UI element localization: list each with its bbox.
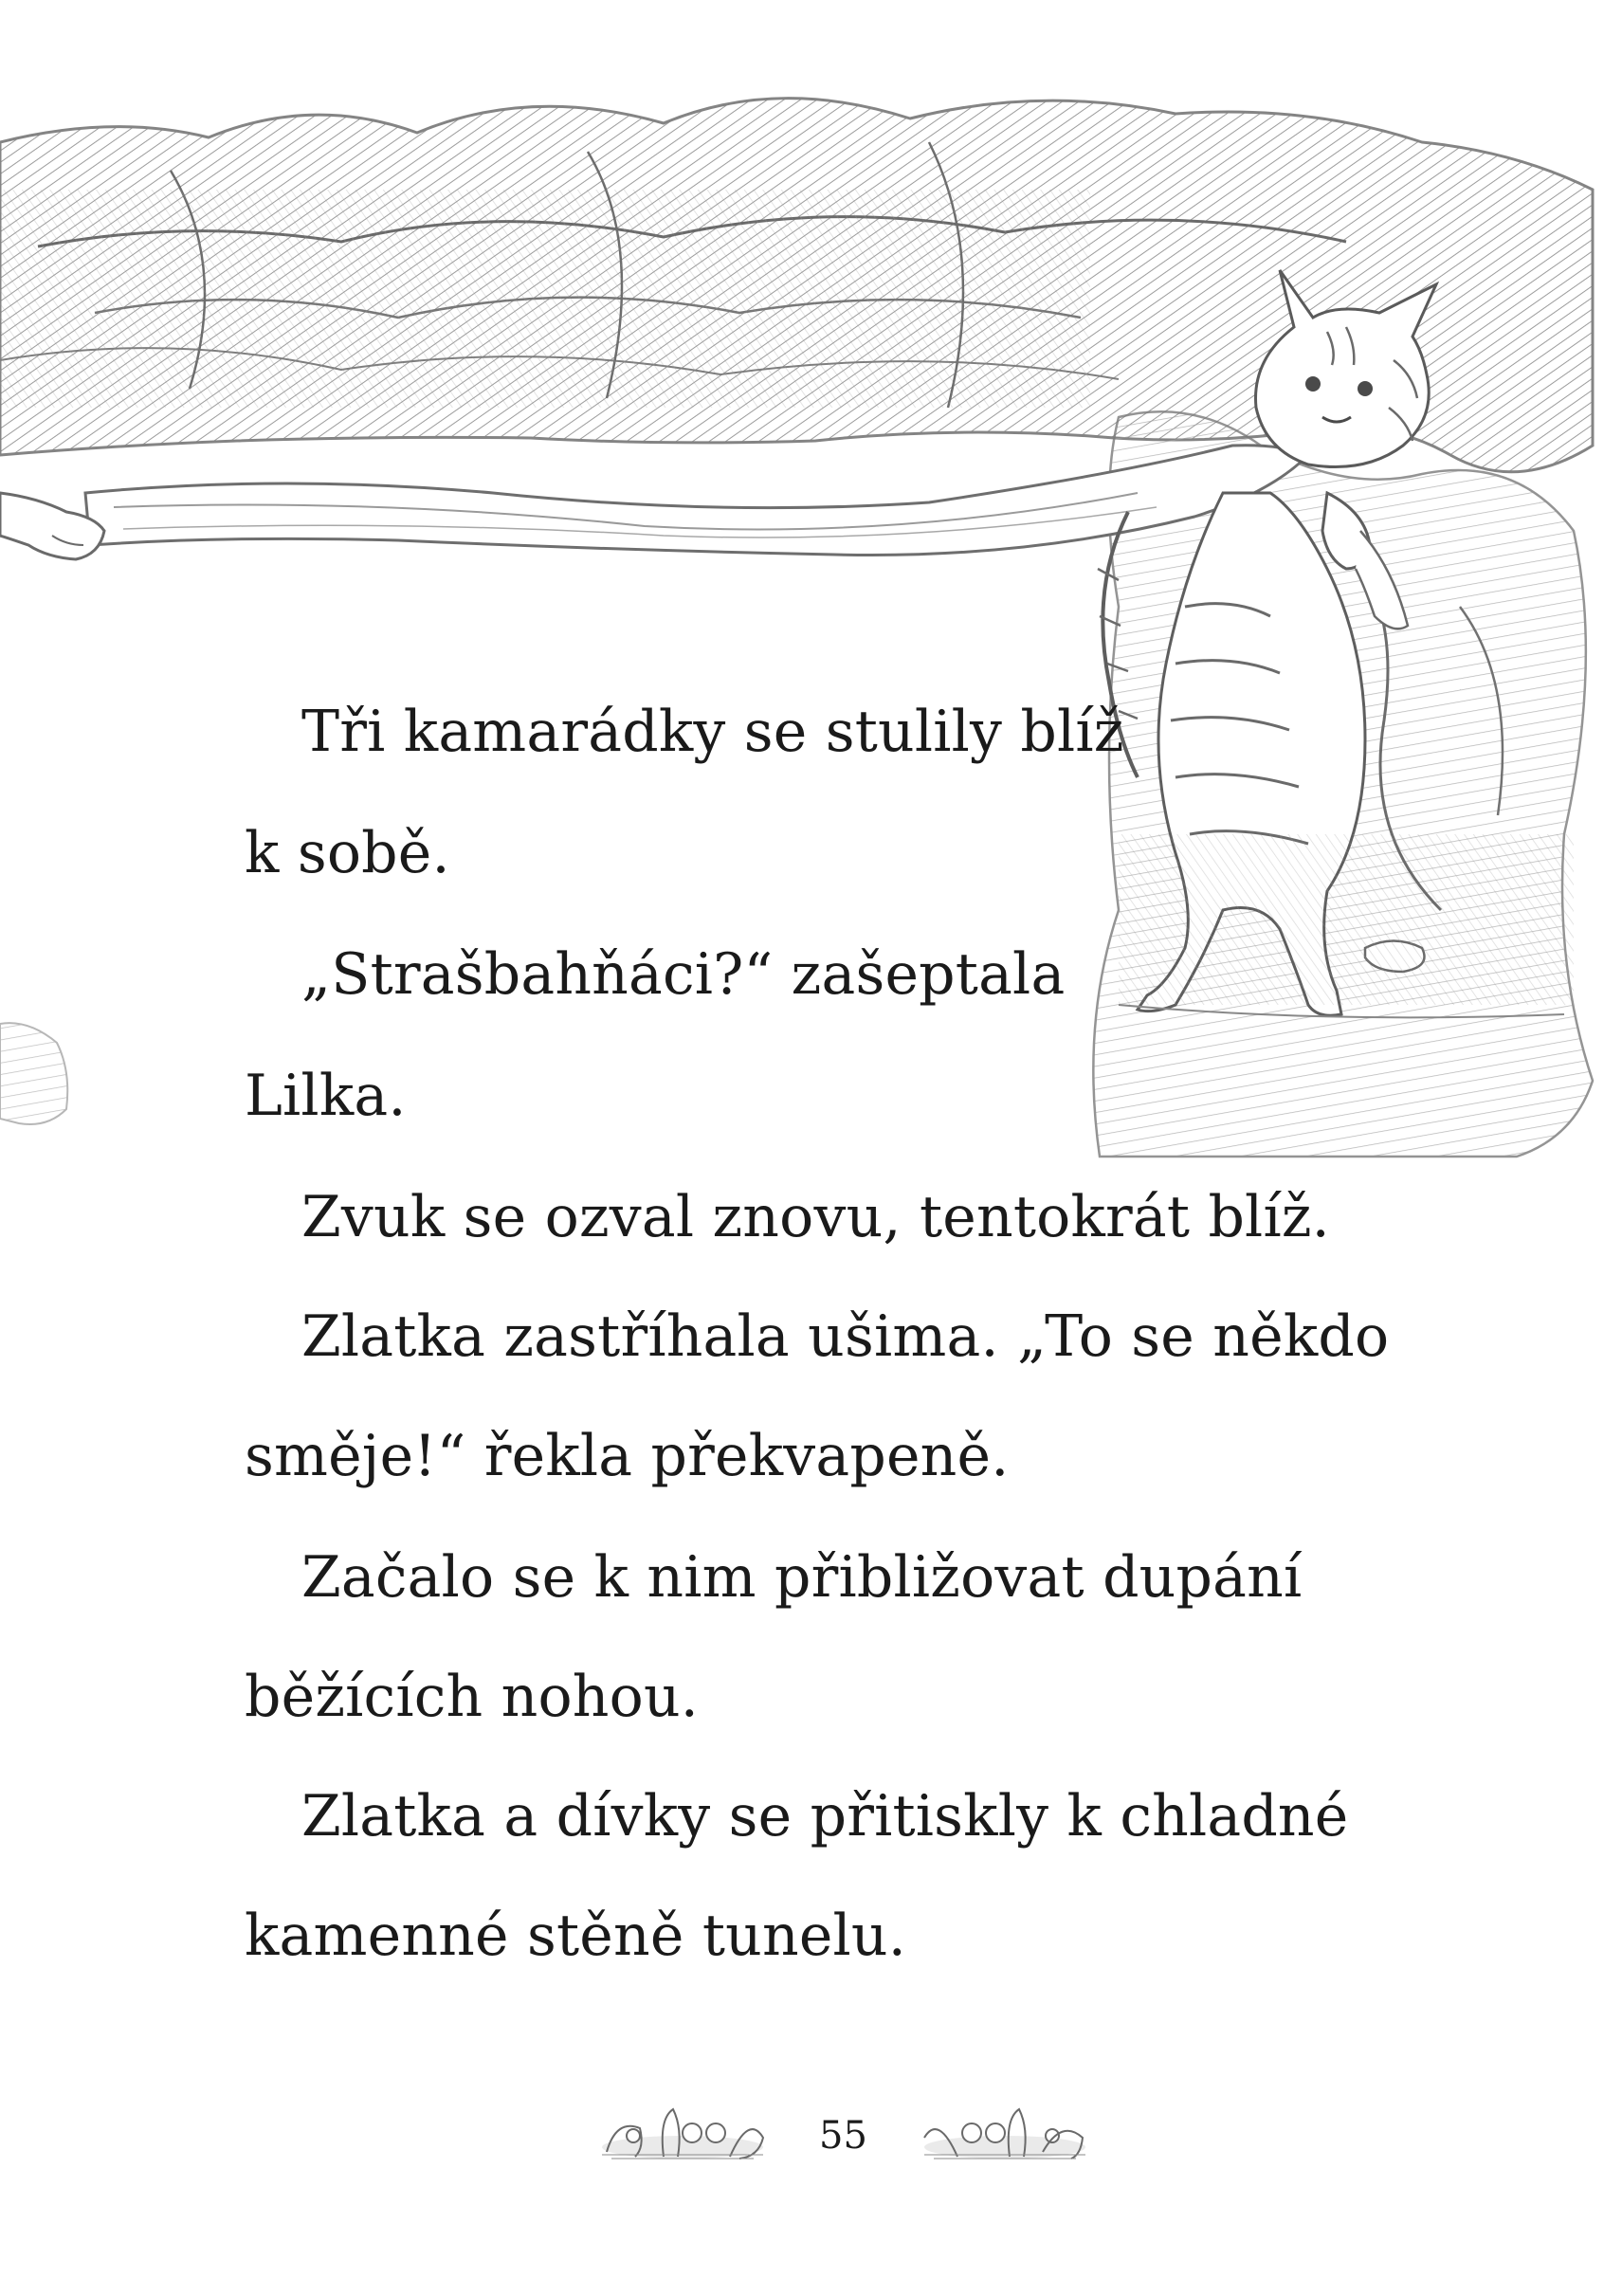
story-line: Začalo se k nim přibližovat dupání — [301, 1544, 1303, 1611]
fairy-ornament-right-icon — [920, 2100, 1090, 2166]
story-line: Zlatka a dívky se přitiskly k chladné — [301, 1783, 1349, 1850]
story-line: Tři kamarádky se stulily blíž — [301, 699, 1124, 765]
story-line: k sobě. — [245, 820, 450, 886]
fairy-ornament-left-icon — [597, 2100, 768, 2166]
story-line: běžících nohou. — [245, 1664, 700, 1730]
story-line: Zvuk se ozval znovu, tentokrát blíž. — [301, 1184, 1330, 1250]
page-number: 55 — [819, 2114, 867, 2158]
story-line: Lilka. — [245, 1063, 407, 1129]
story-line: směje!“ řekla překvapeně. — [245, 1423, 1010, 1489]
story-line: kamenné stěně tunelu. — [245, 1903, 907, 1969]
story-line: „Strašbahňáci?“ zašeptala — [301, 941, 1066, 1008]
story-line: Zlatka zastříhala ušima. „To se někdo — [301, 1303, 1390, 1370]
